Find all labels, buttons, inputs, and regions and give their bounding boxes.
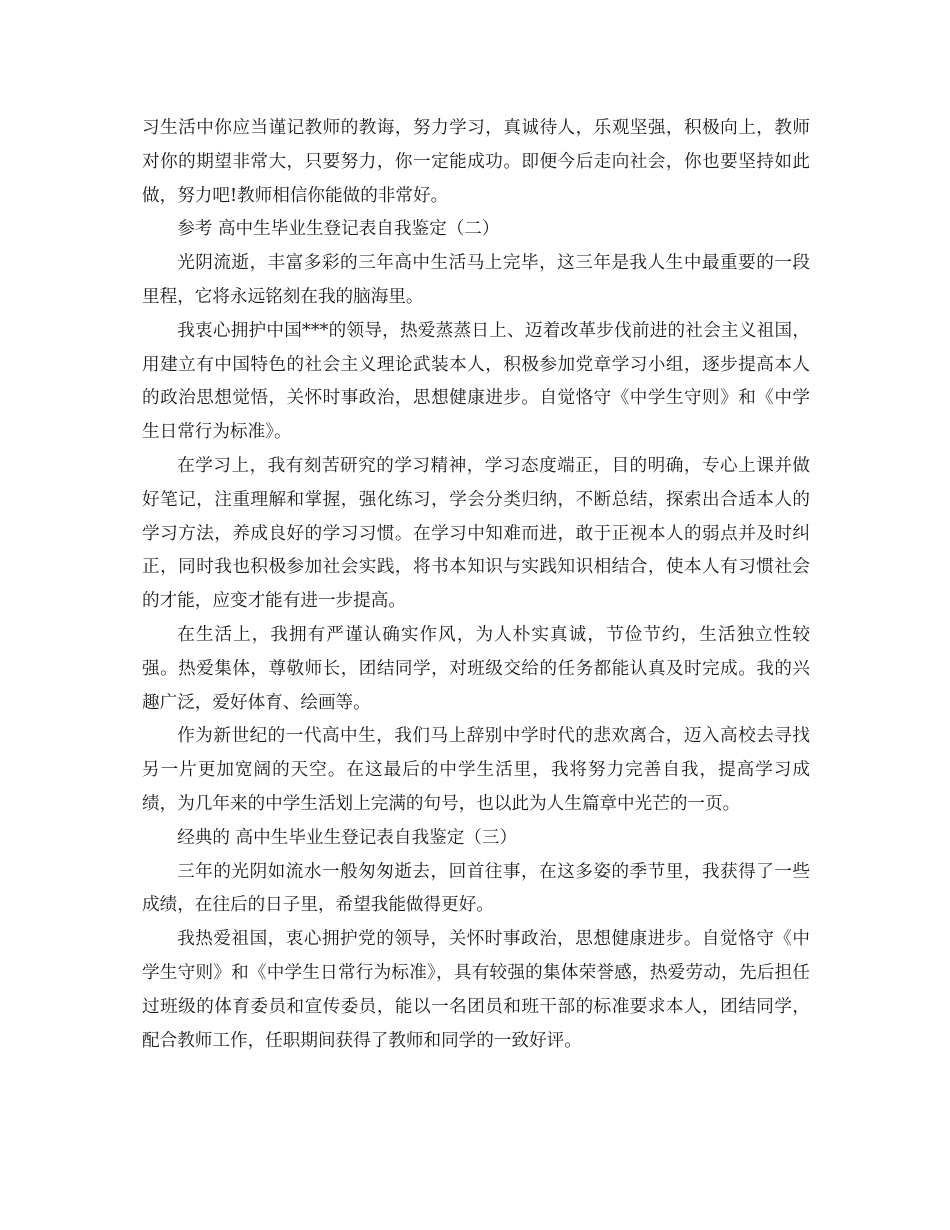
paragraph: 光阴流逝，丰富多彩的三年高中生活马上完毕，这三年是我人生中最重要的一段里程，它将永远铭刻在我的脑海里。 [142,253,810,307]
document-page [142,112,810,1058]
paragraph: 三年的光阴如流水一般匆匆逝去，回首往事，在这多姿的季节里，我获得了一些成绩，在往后的日子里，希望我能做得更好。 [142,861,810,916]
section-heading-3: 经典的 高中生毕业生登记表自我鉴定（三） [177,827,518,848]
paragraph: 作为新世纪的一代高中生，我们马上辞别中学时代的悲欢离合，迈入高校去寻找另一片更加宽阔的天空。在这最后的中学生活里，我将努力完善自我，提高学习成绩，为几年来的中学生活划上完满的句号，也以此为人生篇章中光芒的一页。 [142,726,810,814]
paragraph: 在学习上，我有刻苦研究的学习精神，学习态度端正，目的明确，专心上课并做好笔记，注重理解和掌握，强化练习，学会分类归纳，不断总结，探索出合适本人的学习方法，养成良好的学习习惯。在学习中知难而进，敢于正视本人的弱点并及时纠正，同时我也积极参加社会实践，将书本知识与实践知识相结合，使本人有习惯社会的才能，应变才能有进一步提高。 [142,455,810,612]
section-heading-2: 参考 高中生毕业生登记表自我鉴定（二） [177,219,500,240]
paragraph: 我热爱祖国，衷心拥护党的领导，关怀时事政治，思想健康进步。自觉恪守《中学生守则》和《中学生日常行为标准》，具有较强的集体荣誉感，热爱劳动，先后担任过班级的体育委员和宣传委员，能以一名团员和班干部的标准要求本人，团结同学，配合教师工作，任职期间获得了教师和同学的一致好评。 [142,929,810,1051]
paragraph: 我衷心拥护中国***的领导，热爱蒸蒸日上、迈着改革步伐前进的社会主义祖国，用建立有中国特色的社会主义理论武装本人，积极参加党章学习小组，逐步提高本人的政治思想觉悟，关怀时事政治，思想健康进步。自觉恪守《中学生守则》和《中学生日常行为标准》。 [142,320,810,443]
paragraph: 在生活上，我拥有严谨认确实作风，为人朴实真诚，节俭节约，生活独立性较强。热爱集体，尊敬师长，团结同学，对班级交给的任务都能认真及时完成。我的兴趣广泛，爱好体育、绘画等。 [142,624,810,713]
paragraph-continuation: 习生活中你应当谨记教师的教诲，努力学习，真诚待人，乐观坚强，积极向上，教师对你的期望非常大，只要努力，你一定能成功。即便今后走向社会，你也要坚持如此做，努力吧!教师相信你能做的非常好。 [142,118,810,206]
